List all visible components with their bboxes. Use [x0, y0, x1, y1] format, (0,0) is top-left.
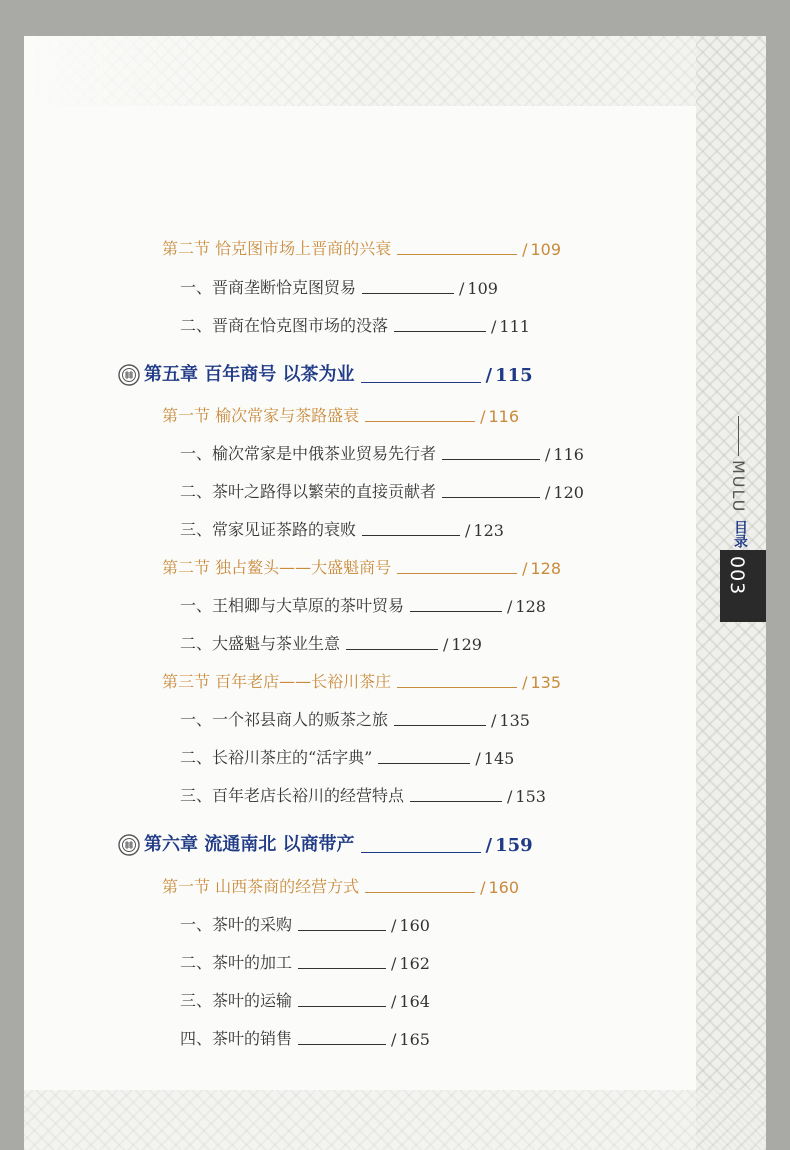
toc-item[interactable] [180, 275, 498, 298]
toc-item[interactable] [180, 441, 584, 464]
slash: / [459, 279, 465, 298]
leader-line [394, 331, 486, 332]
toc-entry-title: 二、晋商在恰克图市场的没落 [180, 316, 389, 335]
toc-entry-title: 四、茶叶的销售 [180, 1029, 293, 1048]
leader-line [365, 892, 475, 893]
leader-line [394, 725, 486, 726]
toc-entry-title: 二、茶叶之路得以繁荣的直接贡献者 [180, 482, 437, 501]
slash: / [475, 749, 481, 768]
slash: / [507, 787, 513, 806]
leader-line [298, 1044, 386, 1045]
toc-item[interactable] [180, 950, 430, 973]
leader-line [346, 649, 438, 650]
toc-entry-title: 第六章 流通南北 以商带产 [144, 834, 355, 855]
leader-line [361, 382, 481, 383]
slash: / [480, 878, 486, 897]
leader-line [298, 968, 386, 969]
slash: / [391, 954, 397, 973]
leader-line [442, 497, 540, 498]
toc-page-number: 145 [483, 749, 515, 768]
leader-line [397, 573, 517, 574]
toc-item[interactable] [180, 593, 546, 616]
toc-chapter[interactable] [118, 360, 533, 386]
chapter-emblem-icon [118, 834, 140, 856]
toc-item[interactable] [180, 783, 546, 806]
slash: / [522, 559, 528, 578]
slash: / [485, 365, 493, 386]
toc-page-number: 123 [473, 521, 504, 540]
slash: / [465, 521, 471, 540]
slash: / [491, 317, 497, 336]
toc-item[interactable] [180, 745, 514, 768]
toc-page-number: 160 [488, 878, 520, 897]
toc-entry-title: 第一节 榆次常家与茶路盛衰 [162, 406, 360, 425]
toc-page-number: 109 [530, 240, 562, 259]
toc-page-number: 160 [399, 916, 430, 935]
slash: / [491, 711, 497, 730]
decorative-border-bottom [24, 1090, 766, 1150]
leader-line [361, 852, 481, 853]
toc-entry-title: 二、长裕川茶庄的“活字典” [180, 748, 373, 767]
toc-page-number: 135 [499, 711, 530, 730]
toc-section[interactable] [162, 874, 519, 897]
toc-entry-title: 一、晋商垄断恰克图贸易 [180, 278, 357, 297]
slash: / [391, 916, 397, 935]
toc-entry-title: 三、常家见证茶路的衰败 [180, 520, 357, 539]
leader-line [298, 1006, 386, 1007]
toc-entry-title: 第五章 百年商号 以茶为业 [144, 364, 355, 385]
leader-line [397, 254, 517, 255]
leader-line [298, 930, 386, 931]
leader-line [362, 293, 454, 294]
running-head-title: 目录 [732, 520, 748, 548]
slash: / [522, 240, 528, 259]
toc-entry-title: 一、茶叶的采购 [180, 915, 293, 934]
toc-page-number: 129 [451, 635, 482, 654]
leader-line [365, 421, 475, 422]
decorative-border-top [24, 36, 766, 106]
toc-entry-title: 一、榆次常家是中俄茶业贸易先行者 [180, 444, 437, 463]
toc-page-number: 111 [499, 317, 530, 336]
leader-line [410, 801, 502, 802]
toc-page-number: 135 [530, 673, 562, 692]
toc-item[interactable] [180, 912, 430, 935]
toc-section[interactable] [162, 555, 561, 578]
toc-item[interactable] [180, 1026, 430, 1049]
slash: / [522, 673, 528, 692]
toc-entry-title: 第一节 山西茶商的经营方式 [162, 877, 360, 896]
toc-entry-title: 一、王相卿与大草原的茶叶贸易 [180, 596, 405, 615]
slash: / [485, 835, 493, 856]
slash: / [480, 407, 486, 426]
toc-item[interactable] [180, 479, 584, 502]
toc-entry-title: 二、茶叶的加工 [180, 953, 293, 972]
toc-page-number: 162 [399, 954, 430, 973]
chapter-emblem-icon [118, 364, 140, 386]
slash: / [545, 445, 551, 464]
leader-line [362, 535, 460, 536]
toc-item[interactable] [180, 517, 504, 540]
toc-page-number: 153 [515, 787, 546, 806]
toc-entry-title: 三、茶叶的运输 [180, 991, 293, 1010]
slash: / [391, 992, 397, 1011]
slash: / [545, 483, 551, 502]
toc-page-number: 120 [553, 483, 584, 502]
leader-line [397, 687, 517, 688]
slash: / [443, 635, 449, 654]
toc-page-number: 128 [515, 597, 546, 616]
leader-line [410, 611, 502, 612]
page-number: 003 [726, 556, 748, 596]
toc-entry-title: 第三节 百年老店——长裕川茶庄 [162, 672, 392, 691]
toc-item[interactable] [180, 988, 430, 1011]
toc-item[interactable] [180, 313, 530, 336]
toc-item[interactable] [180, 707, 530, 730]
toc-section[interactable] [162, 403, 519, 426]
toc-chapter[interactable] [118, 830, 533, 856]
toc-entry-title: 第二节 独占鳌头——大盛魁商号 [162, 558, 392, 577]
running-head-rule [738, 416, 739, 456]
leader-line [442, 459, 540, 460]
toc-item[interactable] [180, 631, 482, 654]
toc-page-number: 115 [495, 365, 533, 386]
toc-section[interactable] [162, 669, 561, 692]
toc-entry-title: 三、百年老店长裕川的经营特点 [180, 786, 405, 805]
toc-page-number: 159 [495, 835, 533, 856]
toc-entry-title: 二、大盛魁与茶业生意 [180, 634, 341, 653]
toc-page-number: 109 [467, 279, 498, 298]
toc-page-number: 128 [530, 559, 562, 578]
toc-page-number: 164 [399, 992, 430, 1011]
toc-page-number: 165 [399, 1030, 430, 1049]
toc-section[interactable] [162, 236, 561, 259]
leader-line [378, 763, 470, 764]
toc-page-number: 116 [553, 445, 584, 464]
toc-entry-title: 一、一个祁县商人的贩茶之旅 [180, 710, 389, 729]
running-head-latin: MULU [729, 460, 748, 514]
slash: / [391, 1030, 397, 1049]
slash: / [507, 597, 513, 616]
toc-entry-title: 第二节 恰克图市场上晋商的兴衰 [162, 239, 392, 258]
toc-page-number: 116 [488, 407, 520, 426]
